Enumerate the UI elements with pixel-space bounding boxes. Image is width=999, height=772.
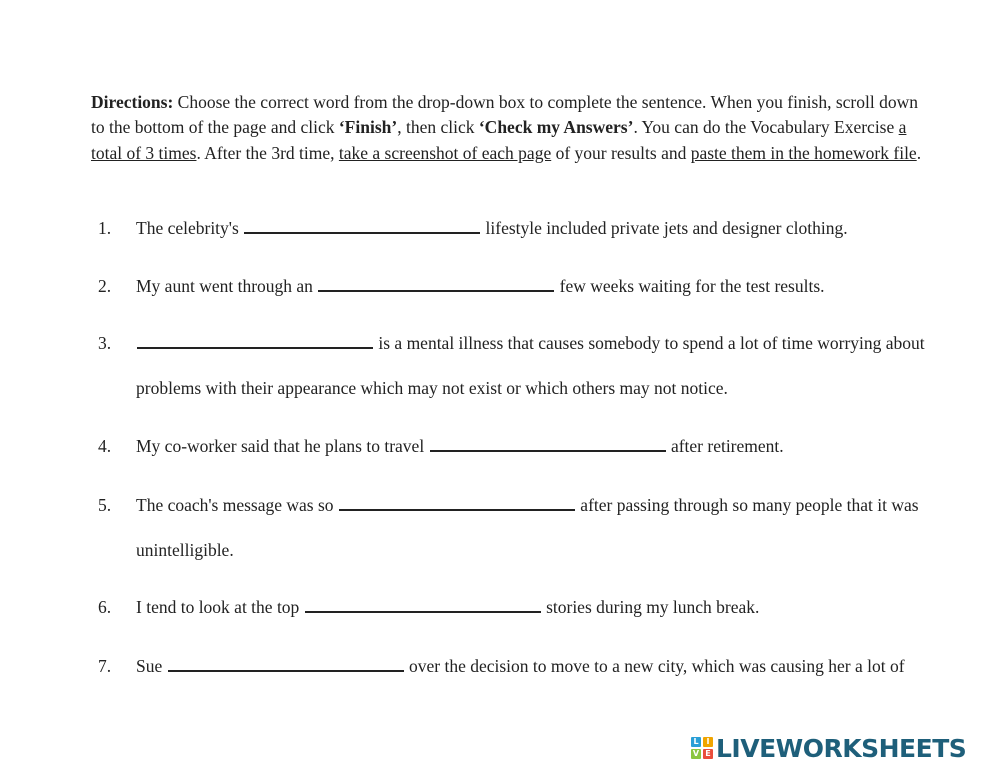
question-prefix: I tend to look at the top (136, 597, 304, 617)
question-prefix: The celebrity's (136, 218, 244, 238)
question-number: 7. (98, 656, 112, 676)
directions-paragraph (91, 90, 931, 166)
question-text (136, 321, 986, 411)
logo-icon (691, 737, 713, 759)
question-prefix: The coach's message was so (136, 495, 338, 515)
logo-tile: V (692, 749, 700, 758)
answer-dropdown[interactable] (244, 215, 480, 234)
question-number: 4. (98, 436, 112, 456)
question-suffix: after passing through so many people that it was unintelligible. (136, 495, 919, 560)
directions-text: Choose the correct word from the drop-down box to complete the sentence. When you finish, scroll down to the bottom of the page and click (91, 92, 918, 138)
question-text (136, 585, 986, 630)
answer-dropdown[interactable] (318, 273, 554, 292)
question-suffix: after retirement. (666, 436, 784, 456)
question-number: 6. (98, 597, 112, 617)
logo-tile: I (703, 737, 713, 747)
attempts-note: a total of 3 times (91, 117, 907, 163)
question-text (136, 644, 986, 689)
question-number: 1. (98, 218, 112, 238)
question-text (136, 264, 986, 309)
answer-dropdown[interactable] (339, 492, 575, 511)
directions-label: Directions: (91, 92, 174, 112)
question-text (136, 483, 986, 573)
question-text (136, 206, 986, 251)
paste-note: paste them in the homework file (690, 142, 917, 163)
question-prefix: Sue (136, 656, 167, 676)
directions-text: . You can do the Vocabulary Exercise (633, 117, 899, 138)
finish-keyword: ‘Finish’ (338, 117, 398, 138)
check-answers-keyword: ‘Check my Answers’ (478, 117, 634, 138)
question-number: 2. (98, 276, 112, 296)
directions-text: . After the 3rd time, (196, 142, 339, 163)
directions-text: , then click (397, 117, 479, 138)
logo-tile: E (703, 749, 713, 759)
question-suffix: is a mental illness that causes somebody to spend a lot of time worrying about problems with their appearance which may not exist or which others may not notice. (136, 333, 925, 398)
question-suffix: stories during my lunch break. (541, 597, 760, 617)
answer-dropdown[interactable] (168, 653, 404, 672)
question-prefix: My co-worker said that he plans to travel (136, 436, 429, 456)
question-number: 3. (98, 333, 112, 353)
answer-dropdown[interactable] (430, 433, 666, 452)
liveworksheets-logo (691, 733, 966, 763)
question-suffix: over the decision to move to a new city, which was causing her a lot of (404, 656, 905, 676)
directions-text: of your results and (551, 142, 691, 163)
logo-wordmark: LIVEWORKSHEETS (716, 733, 967, 763)
logo-tile: L (691, 737, 701, 747)
answer-dropdown[interactable] (305, 594, 541, 613)
answer-dropdown[interactable] (137, 330, 373, 349)
question-text (136, 424, 986, 469)
question-number: 5. (98, 495, 112, 515)
directions-text: . (916, 142, 922, 163)
question-prefix: My aunt went through an (136, 276, 318, 296)
question-suffix: few weeks waiting for the test results. (555, 276, 825, 296)
screenshot-note: take a screenshot of each page (338, 142, 552, 163)
question-suffix: lifestyle included private jets and designer clothing. (481, 218, 848, 238)
